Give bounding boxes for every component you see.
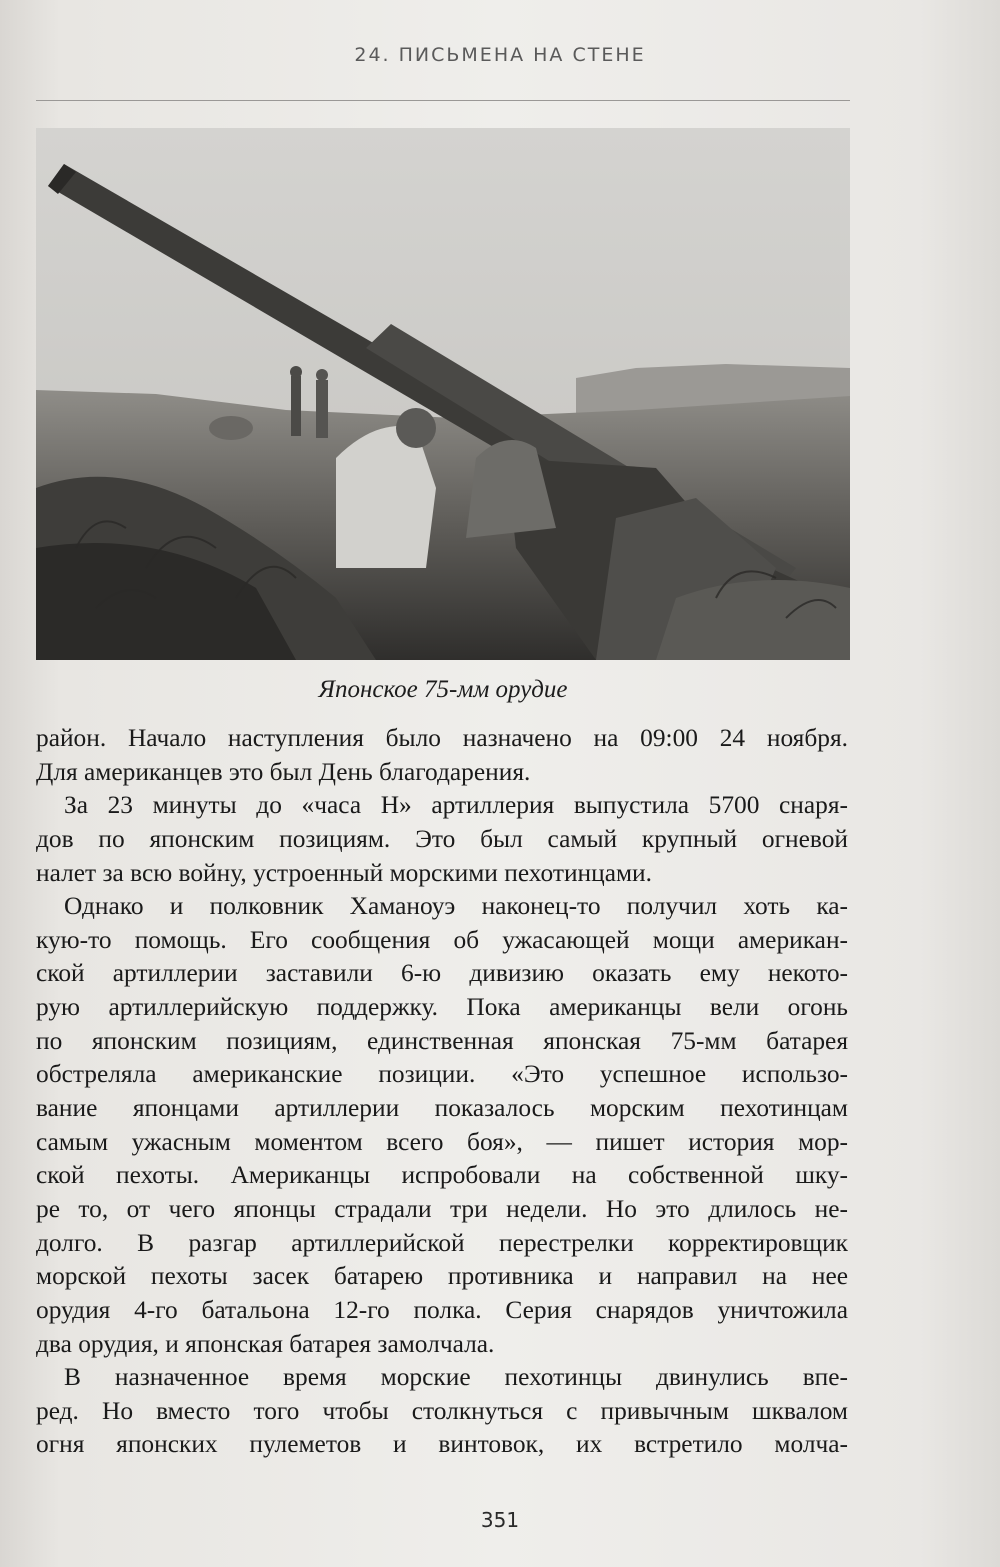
text-line: два орудия, и японская батарея замолчала. xyxy=(36,1329,495,1358)
text-line: Для американцев это был День благодарения. xyxy=(36,757,531,786)
text-line: налет за всю войну, устроенный морскими пехотинцами. xyxy=(36,858,652,887)
text-line: ской артиллерии заставили 6-ю дивизию оказать ему некото- xyxy=(36,959,848,988)
header-rule xyxy=(36,100,850,101)
text-line: морской пехоты засек батарею противника и направил на нее xyxy=(36,1262,848,1291)
running-head: 24. ПИСЬМЕНА НА СТЕНЕ xyxy=(354,44,646,66)
text-line: самым ужасным моментом всего боя», — пишет история мор- xyxy=(36,1127,848,1156)
text-line: вание японцами артиллерии показалось морским пехотинцам xyxy=(36,1094,848,1123)
text-line: долго. В разгар артиллерийской перестрелки корректировщик xyxy=(36,1228,848,1257)
text-line: кую-то помощь. Его сообщения об ужасающей мощи американ- xyxy=(36,925,848,954)
page-number: 351 xyxy=(480,1508,520,1532)
text-line: Однако и полковник Хаманоуэ наконец-то получил хоть ка- xyxy=(64,892,848,921)
figure-photo xyxy=(36,128,850,660)
text-line: ской пехоты. Американцы испробовали на собственной шку- xyxy=(36,1161,848,1190)
text-line: рую артиллерийскую поддержку. Пока американцы вели огонь xyxy=(36,993,848,1022)
text-line: дов по японским позициям. Это был самый крупный огневой xyxy=(36,824,848,853)
text-line: За 23 минуты до «часа Н» артиллерия выпустила 5700 снаря- xyxy=(64,791,848,820)
figure-caption: Японское 75-мм орудие xyxy=(318,676,568,703)
field-gun-photo xyxy=(36,128,850,660)
text-line: по японским позициям, единственная японская 75-мм батарея xyxy=(36,1026,848,1055)
text-line: орудия 4-го батальона 12-го полка. Серия снарядов уничтожила xyxy=(36,1295,848,1324)
text-line: район. Начало наступления было назначено на 09:00 24 ноября. xyxy=(36,724,848,752)
text-line: ред. Но вместо того чтобы столкнуться с привычным шквалом xyxy=(36,1396,848,1425)
text-line: В назначенное время морские пехотинцы двинулись впе- xyxy=(64,1363,848,1392)
text-line: огня японских пулеметов и винтовок, их встретило молча- xyxy=(36,1430,848,1459)
text-line: обстреляла американские позиции. «Это успешное использо- xyxy=(36,1060,848,1089)
body-text xyxy=(36,722,848,1462)
text-line: ре то, от чего японцы страдали три недели. Но это длилось не- xyxy=(36,1194,848,1223)
